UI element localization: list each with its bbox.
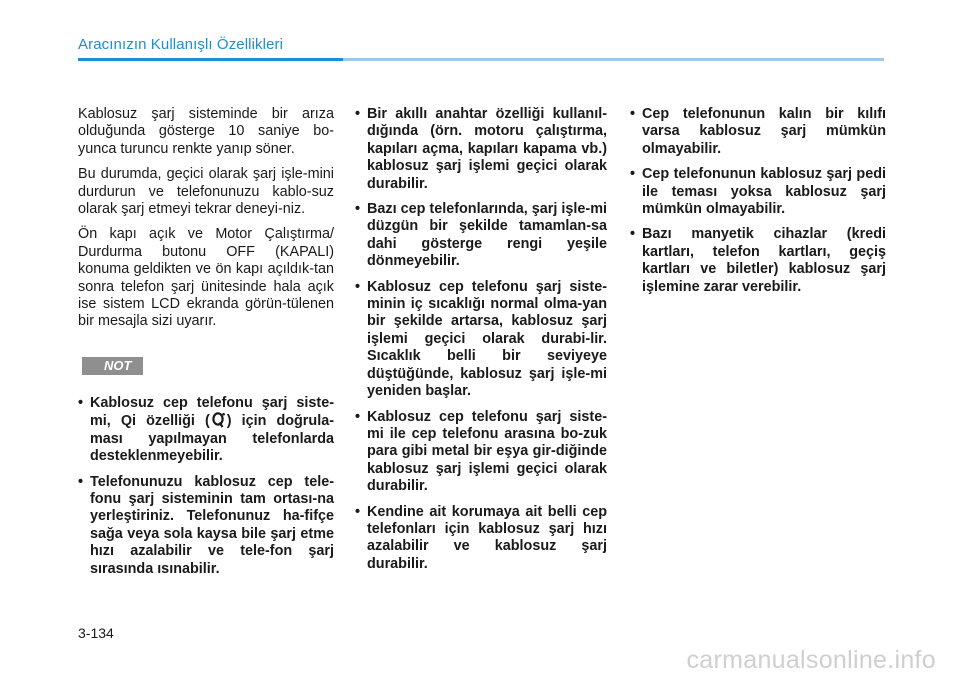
paragraph-phone-left-warning: Ön kapı açık ve Motor Çalıştırma/ Durdurma butonu OFF (KAPALI) konuma geldikten ve ön kapı açıldık-tan sonra telefon şarj ünitesinde hala açık ise sistem LCD ekranda görün-tülenen bir mesajla sizi uyarır. xyxy=(78,226,334,330)
bullet-symbol: • xyxy=(355,408,361,425)
bullet-smart-key xyxy=(355,106,607,193)
bullet-list-2 xyxy=(355,106,607,573)
bullet-center-placement xyxy=(78,474,334,578)
bullet-symbol: • xyxy=(630,106,636,122)
bullet-thick-case xyxy=(630,106,886,158)
bullet-no-contact xyxy=(630,166,886,218)
bullet-magnetic-devices xyxy=(630,226,886,296)
bullet-symbol: • xyxy=(630,166,636,183)
bullet-metal-object xyxy=(355,409,607,496)
note-bullet-list xyxy=(78,395,334,578)
bullet-symbol: • xyxy=(78,473,84,490)
bullet-symbol: • xyxy=(355,106,361,122)
bullet-custom-protection xyxy=(355,504,607,574)
paragraph-retry-charging: Bu durumda, geçici olarak şarj işle-mini durdurun ve telefonunuzu kablo-suz olarak şarj etmeyi tekrar deneyi-niz. xyxy=(78,166,334,218)
bullet-indicator-color xyxy=(355,201,607,271)
column-3 xyxy=(630,106,886,304)
watermark: carmanualsonline.info xyxy=(686,646,936,674)
bullet-text: Kendine ait korumaya ait belli cep telefonları için kablosuz şarj hızı azalabilir ve kablosuz şarj durabilir. xyxy=(367,503,607,572)
bullet-text: Kablosuz cep telefonu şarj siste-mi ile cep telefonu arasına bo-zuk para gibi metal bir eşya gir-diğinde kablosuz şarj işlemi geçici olarak durabilir. xyxy=(367,408,607,495)
bullet-text: Bir akıllı anahtar özelliği kullanıl-dığında (örn. motoru çalıştırma, kapıları açma, kapıları kapama vb.) kablosuz şarj işlemi geçici olarak durabilir. xyxy=(367,106,607,192)
bullet-text: Cep telefonunun kalın bir kılıfı varsa kablosuz şarj mümkün olmayabilir. xyxy=(642,106,886,157)
paragraph-fault-indicator: Kablosuz şarj sisteminde bir arıza olduğunda gösterge 10 saniye bo-yunca turuncu renkte yanıp söner. xyxy=(78,106,334,157)
qi-icon xyxy=(212,412,225,428)
column-2 xyxy=(355,106,607,581)
bullet-list-3 xyxy=(630,106,886,296)
column-1 xyxy=(78,106,334,586)
bullet-text: Cep telefonunun kablosuz şarj pedi ile teması yoksa kablosuz şarj mümkün olmayabilir. xyxy=(642,166,886,218)
page-number: 3-134 xyxy=(78,625,114,641)
bullet-symbol: • xyxy=(630,226,636,243)
bullet-text-part1: Kablosuz cep telefonu şarj siste-mi, Qi özelliği ( xyxy=(90,394,334,430)
bullet-text-part2: ) için doğrula-ması yapılmayan telefonlarda desteklenmeyebilir. xyxy=(90,413,334,465)
bullet-text: Kablosuz cep telefonu şarj siste-minin iç sıcaklığı normal olma-yan bir şekilde artarsa, kablosuz şarj işlemi geçici olarak durabi-lir. Sıcaklık belli bir seviyeye düştüğünde, kablosuz şarj işle-mi yeniden başlar. xyxy=(367,278,607,400)
bullet-symbol: • xyxy=(355,201,361,218)
note-badge: NOT xyxy=(82,357,143,375)
bullet-symbol: • xyxy=(78,394,84,411)
bullet-temperature xyxy=(355,279,607,401)
bullet-symbol: • xyxy=(355,278,361,295)
bullet-symbol: • xyxy=(355,503,361,520)
section-title: Aracınızın Kullanışlı Özellikleri xyxy=(78,36,284,53)
bullet-text: Bazı cep telefonlarında, şarj işle-mi düzgün bir şekilde tamamlan-sa dahi gösterge rengi yeşile dönmeyebilir. xyxy=(367,201,607,270)
bullet-qi-support xyxy=(78,395,334,466)
bullet-text: Telefonunuzu kablosuz cep tele-fonu şarj sisteminin tam ortası-na yerleştiriniz. Telefonunuz ha-fifçe sağa veya sola kaysa bile şarj etme hızı azalabilir ve tele-fon şarj sırasında ısınabilir. xyxy=(90,473,334,577)
header-divider xyxy=(78,58,884,61)
bullet-text: Bazı manyetik cihazlar (kredi kartları, telefon kartları, geçiş kartları ve biletler) kablosuz şarj işlemine zarar verebilir. xyxy=(642,226,886,295)
